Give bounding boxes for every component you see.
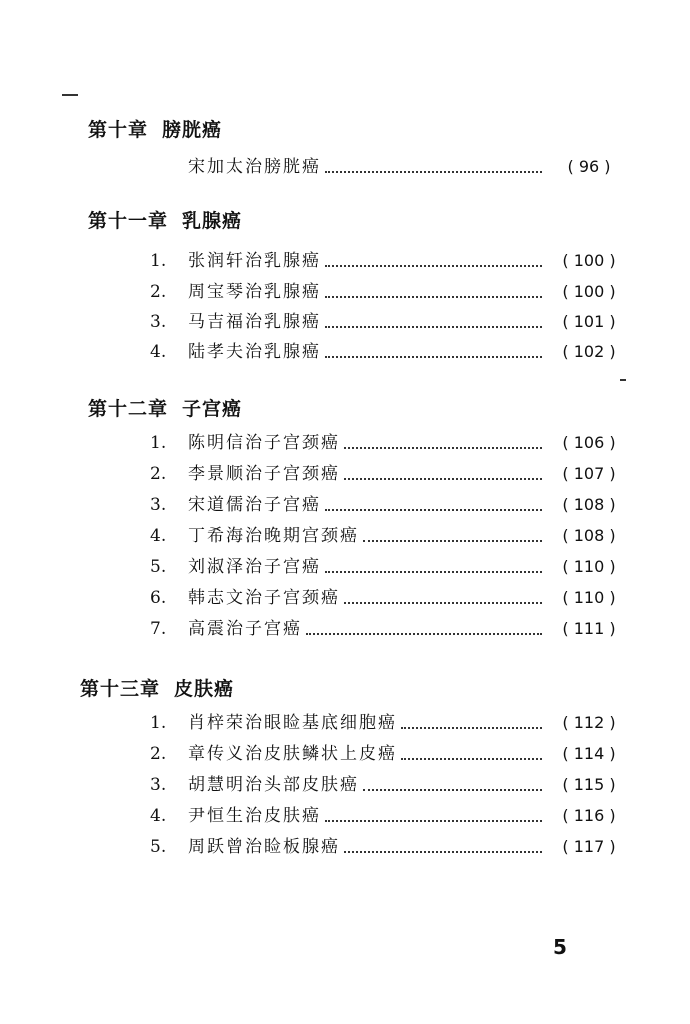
entry-title: 胡慧明治头部皮肤癌: [188, 775, 359, 795]
dot-leader: [401, 727, 542, 729]
entry-page: ( 108 ): [562, 495, 616, 514]
entry-page: ( 112 ): [562, 713, 616, 732]
entry-page: ( 106 ): [562, 433, 616, 452]
entry-index: 2.: [150, 464, 167, 484]
dot-leader: [325, 171, 542, 173]
dot-leader: [401, 758, 542, 760]
chapter-number: 第十三章: [80, 678, 161, 700]
chapter-name: 乳腺癌: [182, 210, 243, 232]
chapter-name: 膀胱癌: [162, 119, 223, 141]
dot-leader: [344, 478, 542, 480]
toc-entry: [0, 307, 690, 337]
dot-leader: [344, 851, 542, 853]
toc-entry: [0, 552, 690, 582]
entry-index: 5.: [150, 837, 167, 857]
toc-entry: [0, 708, 690, 738]
entry-page: ( 115 ): [562, 775, 616, 794]
dot-leader: [325, 326, 542, 328]
chapter-heading: [88, 394, 242, 421]
entry-title: 陈明信治子宫颈癌: [188, 433, 340, 453]
dot-leader: [325, 820, 542, 822]
dot-leader: [363, 789, 542, 791]
entry-title: 宋加太治膀胱癌: [188, 157, 321, 177]
toc-entry: [0, 337, 690, 367]
toc-entry: [0, 770, 690, 800]
entry-page: ( 108 ): [562, 526, 616, 545]
entry-page: ( 116 ): [562, 806, 616, 825]
entry-index: 2.: [150, 282, 167, 302]
toc-entry: [0, 583, 690, 613]
entry-title: 周跃曾治睑板腺癌: [188, 837, 340, 857]
entry-index: 3.: [150, 312, 167, 332]
chapter-heading: [88, 115, 222, 142]
entry-index: 3.: [150, 495, 167, 515]
entry-page: ( 100 ): [562, 251, 616, 270]
page-number: 5: [553, 935, 567, 959]
entry-title: 宋道儒治子宫癌: [188, 495, 321, 515]
dot-leader: [325, 571, 542, 573]
entry-title: 丁希海治晚期宫颈癌: [188, 526, 359, 546]
entry-title: 章传义治皮肤鳞状上皮癌: [188, 744, 397, 764]
scan-speck: [620, 379, 626, 381]
entry-page: ( 110 ): [562, 588, 616, 607]
dot-leader: [306, 633, 542, 635]
entry-title: 周宝琴治乳腺癌: [188, 282, 321, 302]
entry-index: 1.: [150, 433, 167, 453]
chapter-heading: [80, 674, 234, 701]
entry-title: 陆孝夫治乳腺癌: [188, 342, 321, 362]
entry-index: 6.: [150, 588, 167, 608]
entry-page: ( 111 ): [562, 619, 616, 638]
entry-page: ( 101 ): [562, 312, 616, 331]
toc-entry: [0, 832, 690, 862]
entry-page: ( 100 ): [562, 282, 616, 301]
entry-page: ( 102 ): [562, 342, 616, 361]
entry-title: 高震治子宫癌: [188, 619, 302, 639]
toc-entry: [0, 521, 690, 551]
entry-page: ( 114 ): [562, 744, 616, 763]
entry-title: 尹恒生治皮肤癌: [188, 806, 321, 826]
toc-entry: [0, 152, 690, 182]
entry-index: 4.: [150, 526, 167, 546]
dot-leader: [325, 356, 542, 358]
chapter-number: 第十一章: [88, 210, 169, 232]
dot-leader: [325, 509, 542, 511]
entry-page: ( 110 ): [562, 557, 616, 576]
chapter-number: 第十章: [88, 119, 149, 141]
entry-title: 肖梓荣治眼睑基底细胞癌: [188, 713, 397, 733]
entry-index: 1.: [150, 251, 167, 271]
toc-entry: [0, 739, 690, 769]
dot-leader: [325, 265, 542, 267]
chapter-number: 第十二章: [88, 398, 169, 420]
entry-page: ( 96 ): [567, 157, 611, 176]
toc-entry: [0, 614, 690, 644]
dot-leader: [325, 296, 542, 298]
entry-index: 4.: [150, 342, 167, 362]
entry-page: ( 117 ): [562, 837, 616, 856]
entry-title: 韩志文治子宫颈癌: [188, 588, 340, 608]
toc-entry: [0, 490, 690, 520]
entry-index: 5.: [150, 557, 167, 577]
chapter-name: 皮肤癌: [174, 678, 235, 700]
dot-leader: [363, 540, 542, 542]
dot-leader: [344, 447, 542, 449]
toc-entry: [0, 246, 690, 276]
entry-index: 4.: [150, 806, 167, 826]
chapter-heading: [88, 206, 242, 233]
entry-title: 刘淑泽治子宫癌: [188, 557, 321, 577]
entry-title: 李景顺治子宫颈癌: [188, 464, 340, 484]
entry-title: 张润轩治乳腺癌: [188, 251, 321, 271]
toc-entry: [0, 801, 690, 831]
scan-speck: [62, 94, 78, 96]
entry-index: 7.: [150, 619, 167, 639]
entry-index: 2.: [150, 744, 167, 764]
chapter-name: 子宫癌: [182, 398, 243, 420]
entry-index: 3.: [150, 775, 167, 795]
toc-entry: [0, 459, 690, 489]
entry-page: ( 107 ): [562, 464, 616, 483]
entry-index: 1.: [150, 713, 167, 733]
dot-leader: [344, 602, 542, 604]
toc-entry: [0, 428, 690, 458]
entry-title: 马吉福治乳腺癌: [188, 312, 321, 332]
toc-entry: [0, 277, 690, 307]
